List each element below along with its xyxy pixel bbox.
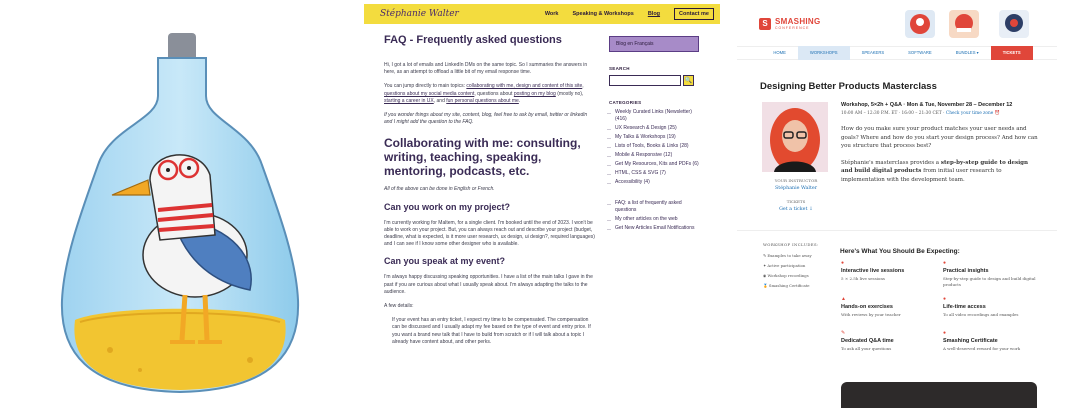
page-title: FAQ - Frequently asked questions	[384, 34, 562, 46]
details-item: If your event has an entry ticket, I expect my time to be compensated. The compensation can be discussed and I usually adapt my fee based on the type of event and entry price. If you want a brand new talk that I have to build from scratch or if I will talk about a topic I already have content about, and other perks.	[392, 317, 591, 345]
brand-sub: CONFERENCE	[775, 26, 810, 30]
contact-note: If you wonder things about my site, content, blog, feel free to ask by email, twitter or linkedin and I might add the question to the FAQ.	[384, 112, 588, 126]
link-collaborating[interactable]: collaborating with me, design and content of this site	[466, 83, 583, 90]
categories-label: CATEGORIES	[609, 100, 642, 105]
get-ticket-link[interactable]: Get a ticket ↓	[779, 207, 813, 212]
link-social-media[interactable]: questions about my social media content	[384, 90, 475, 97]
summary-highlight: step-by-step guide to design and build digital products	[841, 159, 1029, 175]
feature-item	[943, 296, 1043, 318]
details-label: A few details:	[384, 303, 414, 310]
blog-nav	[545, 8, 714, 20]
blog-header	[364, 4, 720, 24]
topics-text: You can jump directly to main topics:	[384, 83, 467, 90]
instructor-photo	[762, 102, 828, 172]
smashing-nav	[737, 46, 1057, 60]
blog-logo[interactable]: Stéphanie Walter	[380, 9, 459, 19]
smashing-panel	[737, 4, 1057, 408]
category-link[interactable]: — Get My Resources, Kits and PDFs (6)	[609, 161, 699, 168]
intro-paragraph: Hi, I got a lot of emails and LinkedIn DMs on the same topic. So I summaries the answers in here, as an attempt to offload a little bit of my email response time.	[384, 62, 588, 76]
link-personal[interactable]: fun personal questions about me	[446, 97, 519, 104]
feature-desc: 5 × 2.5h live sessions	[841, 276, 885, 281]
nav-bundles[interactable]: BUNDLES ▾	[955, 50, 979, 55]
feature-title: Smashing Certificate	[943, 338, 998, 344]
extra-link[interactable]: — My other articles on the web	[609, 216, 699, 223]
feature-title: Practical insights	[943, 268, 989, 274]
extra-link[interactable]: — Get New Articles Email Notifications	[609, 225, 699, 232]
nav-workshops[interactable]: WORKSHOPS	[798, 46, 850, 60]
instructor-name-link[interactable]: Stéphanie Walter	[774, 186, 818, 191]
categories-list	[609, 109, 699, 186]
blog-sidebar	[609, 36, 699, 234]
feature-item	[841, 260, 941, 282]
topics-text: , and	[433, 97, 447, 104]
nav-home[interactable]: HOME	[773, 50, 786, 55]
brand-name: SMASHING	[775, 17, 821, 26]
feature-item	[943, 330, 1043, 352]
category-link[interactable]: — Mobile & Responsive (12)	[609, 152, 699, 159]
topics-text: (mostly no),	[555, 90, 584, 97]
workshop-summary	[841, 159, 1041, 185]
topics-text: ,	[582, 83, 584, 90]
category-link[interactable]: — Accessibility (4)	[609, 179, 699, 186]
includes-label: WORKSHOP INCLUDES:	[763, 242, 819, 247]
workshop-description: How do you make sure your product matches your user needs and goals? Where and how do you start your design process? And how can you structure that process best?	[841, 126, 1038, 150]
nav-speaking[interactable]: Speaking & Workshops	[572, 11, 634, 17]
seagull-bottle-illustration	[0, 0, 355, 408]
summary-text: Stéphanie's masterclass provides a	[841, 159, 941, 166]
feature-icon: ●	[943, 330, 947, 336]
search-icon[interactable]: 🔍	[683, 75, 694, 86]
feature-desc: Step-by-step guide to design and build digital products	[943, 276, 1036, 287]
extra-link[interactable]: — FAQ: a list of frequently asked questions	[609, 200, 699, 214]
category-link[interactable]: — HTML, CSS & SVG (7)	[609, 170, 699, 177]
workshop-details	[841, 102, 1041, 193]
category-link[interactable]: — UX Research & Design (25)	[609, 125, 699, 132]
include-item: ◉ Workshop recordings	[763, 273, 809, 278]
timezone-link[interactable]: Check your time zone ⏰	[945, 111, 1001, 116]
feature-icon: ✎	[841, 330, 846, 336]
feature-title: Life-time access	[943, 304, 986, 310]
include-item: 🏅 Smashing Certificate	[763, 283, 810, 288]
tickets-button[interactable]: TICKETS	[991, 46, 1033, 60]
category-link[interactable]: — Lists of Tools, Books & Links (28)	[609, 143, 699, 150]
answer-paragraph: I'm always happy discussing speaking opportunities. I have a list of the main talks I gave in the past if you are curious about what I usually speak about. I'm always adapting the talks to the audience.	[384, 274, 593, 295]
feature-item	[841, 296, 941, 318]
instructor-label: YOUR INSTRUCTOR	[774, 178, 818, 183]
nav-work[interactable]: Work	[544, 11, 559, 17]
feature-desc: With reviews by your teacher	[841, 312, 901, 317]
search-input[interactable]	[609, 75, 681, 86]
nav-speakers[interactable]: SPEAKERS	[861, 50, 885, 55]
feature-item	[943, 260, 1043, 287]
nav-software[interactable]: SOFTWARE	[908, 50, 932, 55]
illustration-panel	[0, 0, 355, 408]
cat-logo-icon: S	[759, 18, 771, 30]
time-text: 10:00 AM – 12:30 P.M. ET · 16:00 – 21:30 CET ·	[841, 111, 946, 116]
workshop-schedule: Workshop, 5×2h + Q&A · Mon & Tue, November 28 – December 12	[841, 102, 1013, 108]
question-heading: Can you speak at my event?	[384, 256, 506, 267]
feature-item	[841, 330, 941, 352]
smashing-header	[737, 4, 1057, 40]
feature-title: Hands-on exercises	[841, 304, 893, 310]
section-heading: Collaborating with me: consulting, writing, teaching, speaking, mentoring, podcasts, etc.	[384, 136, 581, 179]
feature-title: Interactive live sessions	[841, 268, 905, 274]
feature-desc: A well-deserved reward for your work	[943, 346, 1021, 351]
workshop-includes	[763, 242, 833, 293]
event-badge-icon[interactable]	[905, 10, 935, 38]
topics-text: .	[518, 97, 521, 104]
category-link[interactable]: — My Talks & Workshops (19)	[609, 134, 699, 141]
feature-title: Dedicated Q&A time	[841, 338, 894, 344]
event-badge-icon[interactable]	[949, 10, 979, 38]
page-edge	[1060, 0, 1081, 408]
feature-desc: To ask all your questions	[841, 346, 892, 351]
workshop-time	[841, 111, 1041, 116]
link-career-ux[interactable]: starting a career in UX	[384, 97, 434, 104]
language-note: All of the above can be done in English or French.	[384, 186, 495, 193]
answer-paragraph: I'm currently working for Maltem, for a single client. I'm booked until the end of 2023. I won't be able to work on your project. But, you can always reach out and describe your project (budget, deadline, what is expected, is it more user research, ux design, ui design?, required languages) and I can see if I know some other designer who is available.	[384, 219, 595, 248]
include-item: ✦ Active participation	[763, 263, 806, 268]
include-item: ✎ Examples to take away	[763, 253, 812, 258]
search-form	[609, 75, 699, 86]
nav-contact-button[interactable]: Contact me	[674, 8, 714, 20]
category-link[interactable]: — Weekly Curated Links (Newsletter) (416)	[609, 109, 699, 123]
feature-icon: ●	[943, 260, 947, 266]
topics-paragraph	[384, 83, 596, 105]
search-label: SEARCH	[609, 66, 630, 71]
summary-text: from initial user research to implementation with the development team.	[841, 168, 1002, 183]
blog-article	[384, 34, 596, 353]
smashing-logo[interactable]	[759, 17, 821, 30]
nav-blog[interactable]: Blog	[647, 11, 661, 17]
feature-icon: ▲	[841, 296, 846, 302]
workshop-title: Designing Better Products Masterclass	[760, 81, 937, 92]
tickets-label: TICKETS	[786, 199, 806, 204]
instructor-box	[761, 178, 831, 212]
link-posting-blog[interactable]: posting on my blog	[513, 90, 556, 97]
event-badge-icon[interactable]	[999, 10, 1029, 38]
blog-panel	[364, 4, 720, 408]
extra-links	[609, 200, 699, 232]
feature-icon: ●	[943, 296, 947, 302]
question-heading: Can you work on my project?	[384, 201, 511, 212]
expect-heading: Here's What You Should Be Expecting:	[840, 248, 960, 255]
feature-desc: To all video recordings and examples	[943, 312, 1019, 317]
french-blog-button[interactable]: Blog en Français	[609, 36, 699, 52]
divider	[737, 230, 1057, 231]
feature-icon: ●	[841, 260, 845, 266]
topics-text: , questions about	[474, 90, 514, 97]
video-thumbnail[interactable]	[841, 382, 1037, 408]
